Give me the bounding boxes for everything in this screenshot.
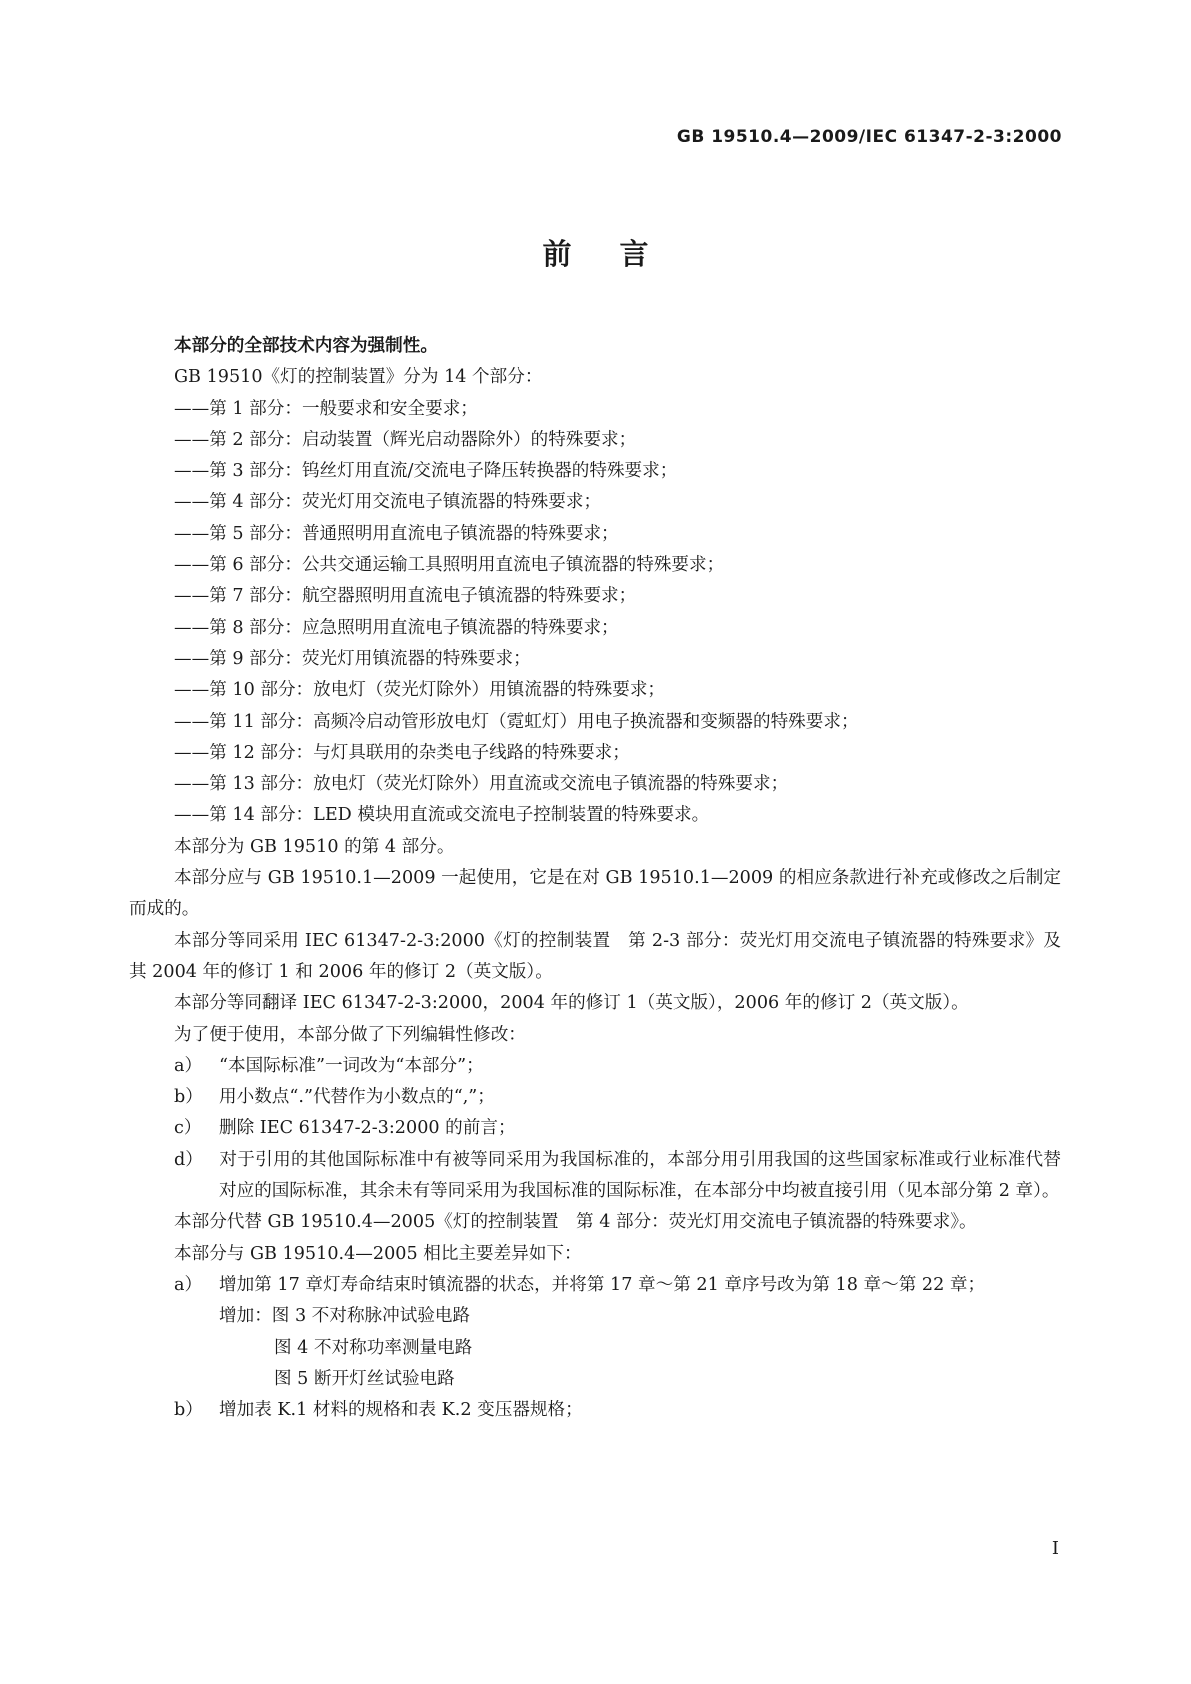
paragraph: 本部分为 GB 19510 的第 4 部分。	[174, 836, 455, 857]
item-text: 增加第 17 章灯寿命结束时镇流器的状态，并将第 17 章～第 21 章序号改为第 18 章～第 22 章；	[219, 1274, 986, 1295]
mandatory-statement: 本部分的全部技术内容为强制性。	[174, 336, 438, 356]
standard-header: GB 19510.4—2009/IEC 61347-2-3:2000	[676, 127, 1062, 147]
list-item: ——第 9 部分：荧光灯用镇流器的特殊要求；	[174, 648, 531, 669]
list-item	[129, 1082, 1061, 1113]
list-item	[129, 1113, 1061, 1144]
list-item: ——第 12 部分：与灯具联用的杂类电子线路的特殊要求；	[174, 742, 630, 763]
paragraph: 本部分代替 GB 19510.4—2005《灯的控制装置 第 4 部分：荧光灯用交流电子镇流器的特殊要求》。	[174, 1212, 977, 1233]
page-title: 前言	[542, 237, 697, 271]
parts-list	[129, 394, 1061, 832]
added-figure: 图 5 断开灯丝试验电路	[274, 1368, 455, 1389]
paragraph: 本部分应与 GB 19510.1—2009 一起使用，它是在对 GB 19510.1—2009 的相应条款进行补充或修改之后制定而成的。	[129, 868, 1061, 920]
item-text: 删除 IEC 61347-2-3:2000 的前言；	[219, 1118, 516, 1139]
item-marker: b）	[174, 1400, 203, 1421]
item-marker: c）	[174, 1118, 202, 1139]
item-marker: b）	[174, 1087, 203, 1108]
figure-3: 图 3 不对称脉冲试验电路	[271, 1306, 471, 1327]
added-figure: 图 4 不对称功率测量电路	[274, 1337, 473, 1358]
list-item: ——第 5 部分：普通照明用直流电子镇流器的特殊要求；	[174, 523, 619, 544]
item-marker: a）	[174, 1274, 203, 1295]
item-marker: d）	[174, 1149, 203, 1170]
differences-list	[129, 1270, 1061, 1426]
item-text: 增加表 K.1 材料的规格和表 K.2 变压器规格；	[219, 1400, 583, 1421]
list-item: ——第 14 部分：LED 模块用直流或交流电子控制装置的特殊要求。	[174, 805, 710, 826]
list-item: ——第 1 部分：一般要求和安全要求；	[174, 398, 478, 419]
list-item: ——第 8 部分：应急照明用直流电子镇流器的特殊要求；	[174, 617, 619, 638]
item-text: 用小数点“.”代替作为小数点的“,”；	[219, 1087, 495, 1108]
paragraph: 本部分与 GB 19510.4—2005 相比主要差异如下：	[174, 1243, 582, 1264]
list-item	[129, 1145, 1061, 1208]
list-item	[129, 1270, 1061, 1301]
preface-body	[129, 331, 1061, 1426]
list-item: ——第 4 部分：荧光灯用交流电子镇流器的特殊要求；	[174, 492, 602, 513]
item-text: 对于引用的其他国际标准中有被等同采用为我国标准的，本部分用引用我国的这些国家标准或行业标准代替对应的国际标准，其余未有等同采用为我国标准的国际标准，在本部分中均被直接引用（见本部分第 2 章）。	[219, 1149, 1061, 1202]
paragraph: 本部分等同翻译 IEC 61347-2-3:2000，2004 年的修订 1（英文版），2006 年的修订 2（英文版）。	[174, 993, 969, 1014]
list-item: ——第 2 部分：启动装置（辉光启动器除外）的特殊要求；	[174, 429, 637, 450]
item-text: “本国际标准”一词改为“本部分”；	[219, 1055, 484, 1076]
list-item: ——第 10 部分：放电灯（荧光灯除外）用镇流器的特殊要求；	[174, 680, 666, 701]
edits-list	[129, 1051, 1061, 1207]
list-item	[129, 1051, 1061, 1082]
item-marker: a）	[174, 1055, 203, 1076]
list-item: ——第 6 部分：公共交通运输工具照明用直流电子镇流器的特殊要求；	[174, 555, 725, 576]
page-number: I	[1051, 1538, 1059, 1559]
list-item: ——第 3 部分：钨丝灯用直流/交流电子降压转换器的特殊要求；	[174, 461, 678, 482]
list-item: ——第 7 部分：航空器照明用直流电子镇流器的特殊要求；	[174, 586, 637, 607]
paragraph: 为了便于使用，本部分做了下列编辑性修改：	[174, 1024, 526, 1045]
list-item: ——第 13 部分：放电灯（荧光灯除外）用直流或交流电子镇流器的特殊要求；	[174, 774, 789, 795]
list-item	[129, 1395, 1061, 1426]
added-figure	[129, 1301, 1061, 1332]
intro-paragraph: GB 19510《灯的控制装置》分为 14 个部分：	[174, 367, 543, 388]
list-item: ——第 11 部分：高频冷启动管形放电灯（霓虹灯）用电子换流器和变频器的特殊要求；	[174, 711, 859, 732]
paragraph: 本部分等同采用 IEC 61347-2-3:2000《灯的控制装置 第 2-3 部分：荧光灯用交流电子镇流器的特殊要求》及其 2004 年的修订 1 和 2006 年的修订 2（英文版）。	[129, 930, 1061, 982]
added-label: 增加：	[219, 1306, 272, 1327]
